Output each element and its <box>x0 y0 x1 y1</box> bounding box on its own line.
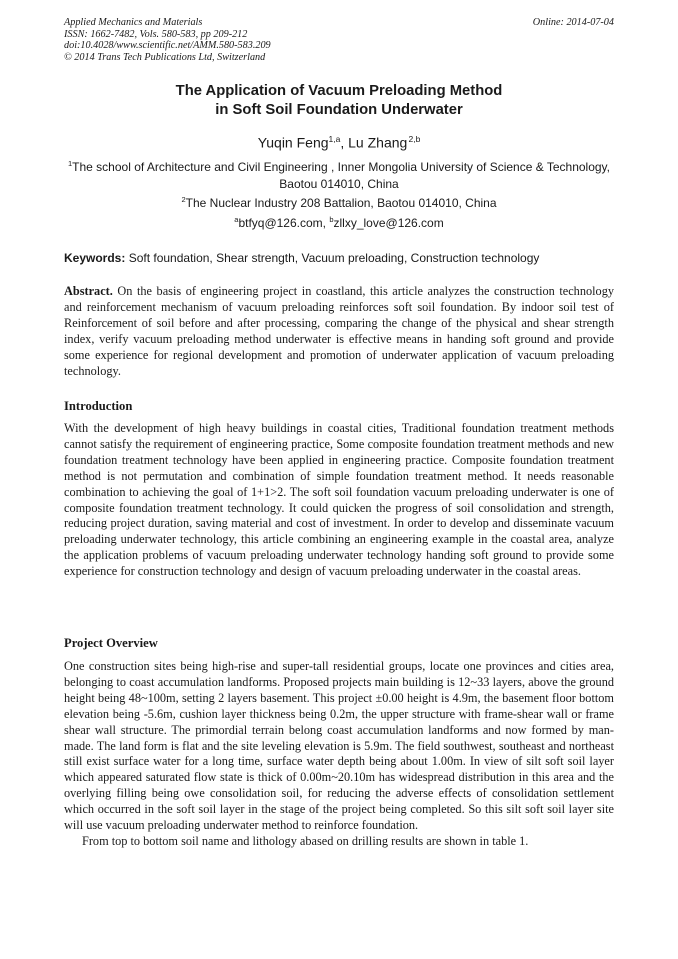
issn-line: ISSN: 1662-7482, Vols. 580-583, pp 209-212 <box>64 28 248 40</box>
email-a: btfyq@126.com, <box>238 216 330 230</box>
affiliation-2 <box>64 192 614 212</box>
keywords-label: Keywords: <box>64 251 126 265</box>
author-1-name: Yuqin Feng <box>257 134 329 151</box>
abstract-text: On the basis of engineering project in coastland, this article analyzes the construction technology and reinforcement mechanism of vacuum preloading reinforces soft soil foundation. By indoor soil test of Reinforcement of soil before and after processing, comparing the change of the physical and shear strength index, verify vacuum preloading method underwater is effective means in handing soft ground and provide some experience for regional development and promotion of underwater application of vacuum preloading technology. <box>64 284 614 378</box>
abstract-paragraph <box>64 284 614 379</box>
copyright-line: © 2014 Trans Tech Publications Ltd, Switzerland <box>64 51 266 63</box>
overview-paragraph-2: From top to bottom soil name and lithology abased on drilling results are shown in table 1. <box>82 833 529 848</box>
email-b-sup: b <box>329 215 334 224</box>
email-a-sup: a <box>234 215 239 224</box>
overview-p1-part2: 0.00 height is 4.9m, the basement floor bottom elevation being -5.6m, cushion layer thickness being 0.2m, the upper structure with frame-shear wall or frame shear wall structure. The primordial terrain belong coast accumulation landforms and now formed by man-made. The land form is flat and the site leveling elevation is 5.9m. The field southwest, southeast and northeast still exist surface water for a long time, surface water depth being about 1.00m. In view of silt soft soil layer which appeared saturated flow state is thick of 0.00m~20.10m has widespread distribution in this area and the overlying filling being owe consolidation soil, for reducing the adverse effects of consolidation settlement which occurred in the soft soil layer in the stage of the project being completed. So this silt soft soil layer site will use vacuum preloading underwater method to reinforce foundation. <box>64 690 614 833</box>
overview-paragraph-1 <box>64 659 614 834</box>
doi-line: doi:10.4028/www.scientific.net/AMM.580-583.209 <box>64 40 271 52</box>
keywords-text: Soft foundation, Shear strength, Vacuum preloading, Construction technology <box>125 251 540 265</box>
introduction-heading: Introduction <box>64 399 133 413</box>
affiliation-2-sup: 2 <box>181 195 186 204</box>
paper-title <box>64 82 614 119</box>
online-date: Online: 2014-07-04 <box>532 17 614 28</box>
affiliation-1 <box>64 156 614 192</box>
overview-p1-part1: One construction sites being high-rise and super-tall residential groups, locate one provinces and cities area, belonging to coast accumulation landforms. Proposed projects main building is 12~33 layers, above the ground height being 48~100m, setting 2 layers basement. This project <box>64 659 614 705</box>
keywords <box>64 251 614 265</box>
project-overview-body <box>64 659 614 850</box>
author-emails <box>64 212 614 232</box>
author-1-sup: 1,a <box>328 134 341 144</box>
project-overview-heading: Project Overview <box>64 636 158 650</box>
overview-p1-plusminus: ± <box>375 690 383 705</box>
abstract-label: Abstract. <box>64 284 113 298</box>
affiliation-2-text: The Nuclear Industry 208 Battalion, Baotou 014010, China <box>185 196 497 210</box>
author-list <box>64 134 614 151</box>
journal-header <box>64 17 614 63</box>
title-line-1: The Application of Vacuum Preloading Method <box>175 83 503 99</box>
author-separator: , <box>340 134 349 151</box>
email-b: zllxy_love@126.com <box>333 216 444 230</box>
title-line-2: in Soft Soil Foundation Underwater <box>215 101 463 118</box>
author-2-name: Lu Zhang <box>348 134 408 151</box>
author-2-sup: 2,b <box>408 134 421 144</box>
affiliation-1-sup: 1 <box>67 159 73 168</box>
journal-name: Applied Mechanics and Materials <box>64 17 203 28</box>
introduction-paragraph: With the development of high heavy buildings in coastal cities, Traditional foundation treatment methods cannot satisfy the requirement of engineering practice, Some composite foundation treatment methods and new foundation treatment technology have been applied in engineering practice. Composite foundation treatment method is not permutation and combination of simple foundation treatment method. It needs reasonable combination to achieving the goal of 1+1>2. The soft soil foundation vacuum preloading underwater is one of composite foundation treatment technology. It could quicken the progress of soil consolidation and strength, reducing project duration, saving material and cost of investment. In order to develop and disseminate vacuum preloading underwater technology, this article combining an engineering example in the coastal area, analyze the application problems of vacuum preloading underwater technology handing soft ground to provide some experience for construction technology and design of vacuum preloading underwater in the coastal areas. <box>64 421 614 579</box>
affiliation-1-text: The school of Architecture and Civil Engineering , Inner Mongolia University of Science & Technology, Baotou 014010, China <box>72 160 610 191</box>
